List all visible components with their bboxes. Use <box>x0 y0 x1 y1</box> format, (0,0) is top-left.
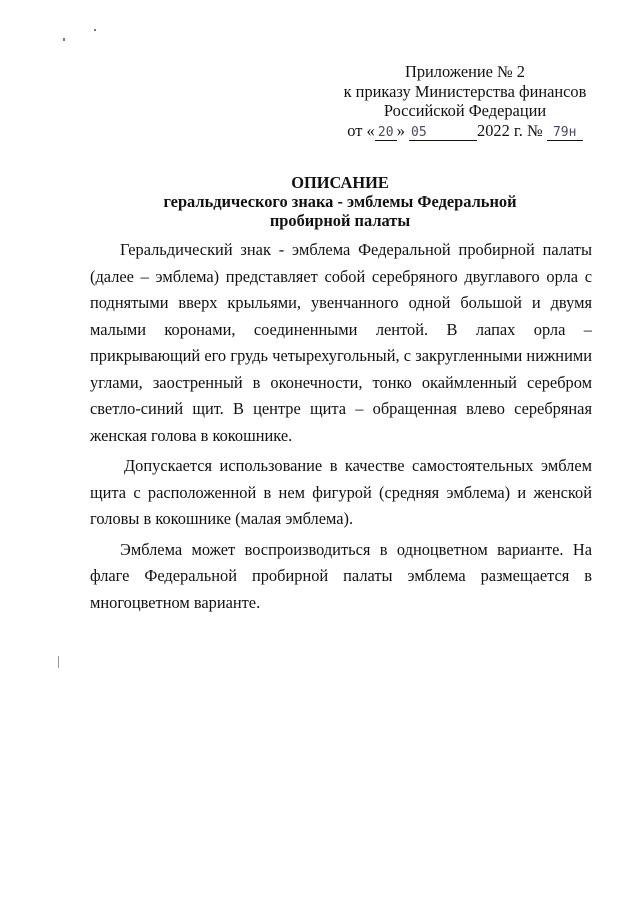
title-subheading: геральдического знака - эмблемы Федеральной <box>163 192 517 211</box>
scan-speck <box>94 29 96 31</box>
document-title <box>80 173 600 230</box>
document-body <box>90 237 592 620</box>
order-number: 79н <box>547 125 583 141</box>
scan-speck <box>63 38 65 41</box>
appendix-header <box>320 62 610 141</box>
date-prefix: от « <box>347 120 375 140</box>
date-day: 20 <box>375 125 397 141</box>
paragraph-description: Геральдический знак - эмблема Федеральной пробирной палаты (далее – эмблема) представляет собой серебряного двуглавого орла с поднятыми вверх крыльями, увенчанного одной большой и двумя малыми коронами, соединенными лентой. В лапах орла – прикрывающий его грудь четырехугольный, с закругленными нижними углами, заостренный в оконечности, тонко окаймленный серебром светло-синий щит. В центре щита – обращенная влево серебряная женская голова в кокошнике. <box>90 240 592 445</box>
appendix-number: Приложение № 2 <box>404 62 525 81</box>
date-quote-close: » <box>396 120 405 140</box>
ministry-name: Российской Федерации <box>383 101 547 120</box>
order-reference: к приказу Министерства финансов <box>343 81 587 101</box>
scan-mark <box>58 656 59 668</box>
paragraph-variants: Эмблема может воспроизводиться в одноцветном варианте. На флаге Федеральной пробирной палаты эмблема размещается в многоцветном варианте. <box>90 539 592 612</box>
date-year: 2022 г. № <box>477 120 543 140</box>
date-month: 05 <box>409 125 477 141</box>
title-heading: ОПИСАНИЕ <box>291 173 389 192</box>
title-subheading-cont: пробирной палаты <box>269 211 411 230</box>
paragraph-usage: Допускается использование в качестве самостоятельных эмблем щита с расположенной в нем фигурой (средняя эмблема) и женской головы в кокошнике (малая эмблема). <box>90 456 592 528</box>
order-date-line <box>320 121 610 141</box>
